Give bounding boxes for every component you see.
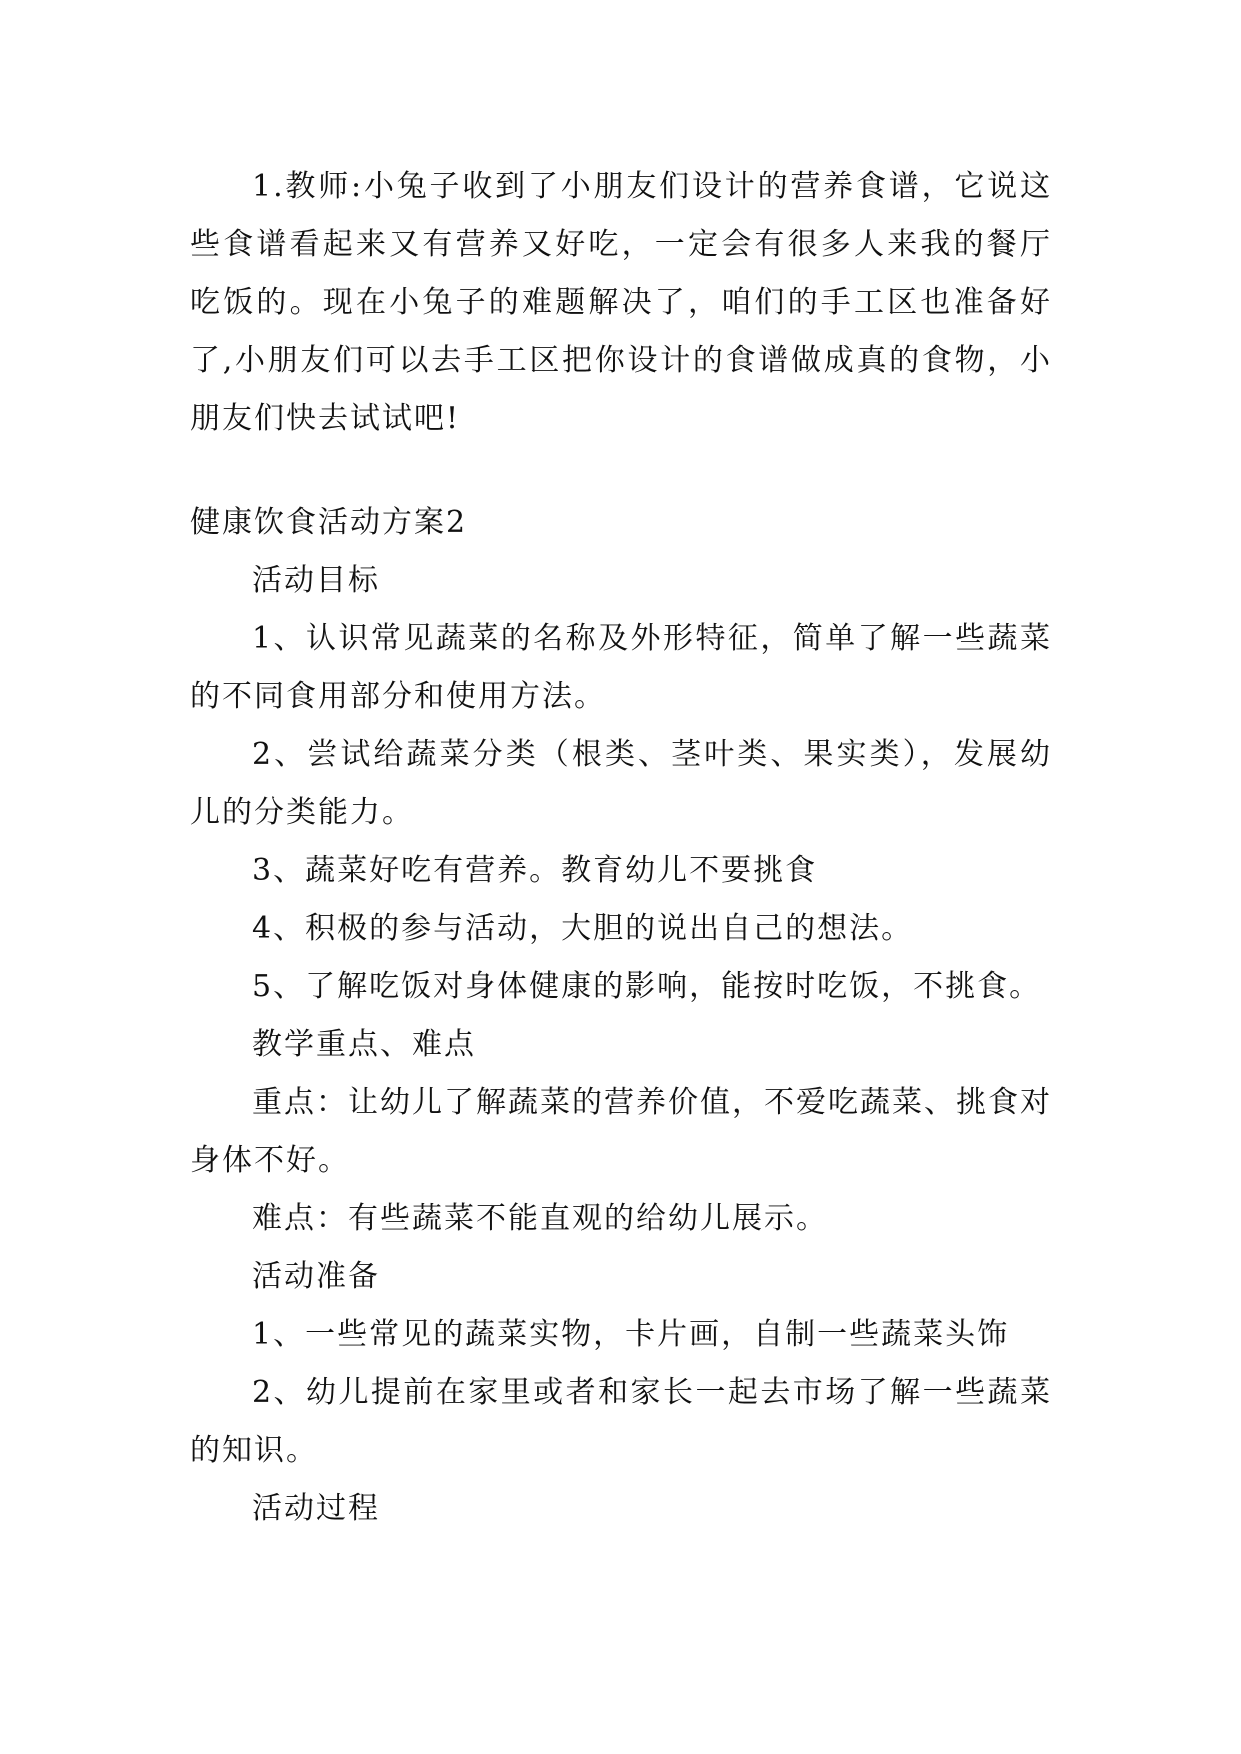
intro-paragraph: 1.教师:小兔子收到了小朋友们设计的营养食谱，它说这些食谱看起来又有营养又好吃，一定会有很多人来我的餐厅吃饭的。现在小兔子的难题解决了，咱们的手工区也准备好了,小朋友们可以去手工区把你设计的食谱做成真的食物，小朋友们快去试试吧! (190, 169, 1052, 436)
section-gap (190, 448, 1052, 494)
goal-item-2: 2、尝试给蔬菜分类（根类、茎叶类、果实类），发展幼儿的分类能力。 (190, 737, 1052, 830)
section-title: 健康饮食活动方案2 (190, 505, 468, 540)
focus-difficult-point: 难点：有些蔬菜不能直观的给幼儿展示。 (252, 1201, 828, 1236)
prep-item-1: 1、一些常见的蔬菜实物，卡片画，自制一些蔬菜头饰 (252, 1317, 1010, 1352)
document-body (190, 158, 1052, 1538)
process-heading: 活动过程 (252, 1491, 380, 1526)
goal-item-5: 5、了解吃饭对身体健康的影响，能按时吃饭，不挑食。 (252, 969, 1042, 1004)
goal-item-1: 1、认识常见蔬菜的名称及外形特征，简单了解一些蔬菜的不同食用部分和使用方法。 (190, 621, 1052, 714)
focus-heading: 教学重点、难点 (252, 1027, 476, 1062)
focus-key-point: 重点：让幼儿了解蔬菜的营养价值，不爱吃蔬菜、挑食对身体不好。 (190, 1085, 1052, 1178)
goal-item-3: 3、蔬菜好吃有营养。教育幼儿不要挑食 (252, 853, 818, 888)
prep-heading: 活动准备 (252, 1259, 380, 1294)
goals-heading: 活动目标 (252, 563, 380, 598)
prep-item-2: 2、幼儿提前在家里或者和家长一起去市场了解一些蔬菜的知识。 (190, 1375, 1052, 1468)
goal-item-4: 4、积极的参与活动，大胆的说出自己的想法。 (252, 911, 914, 946)
